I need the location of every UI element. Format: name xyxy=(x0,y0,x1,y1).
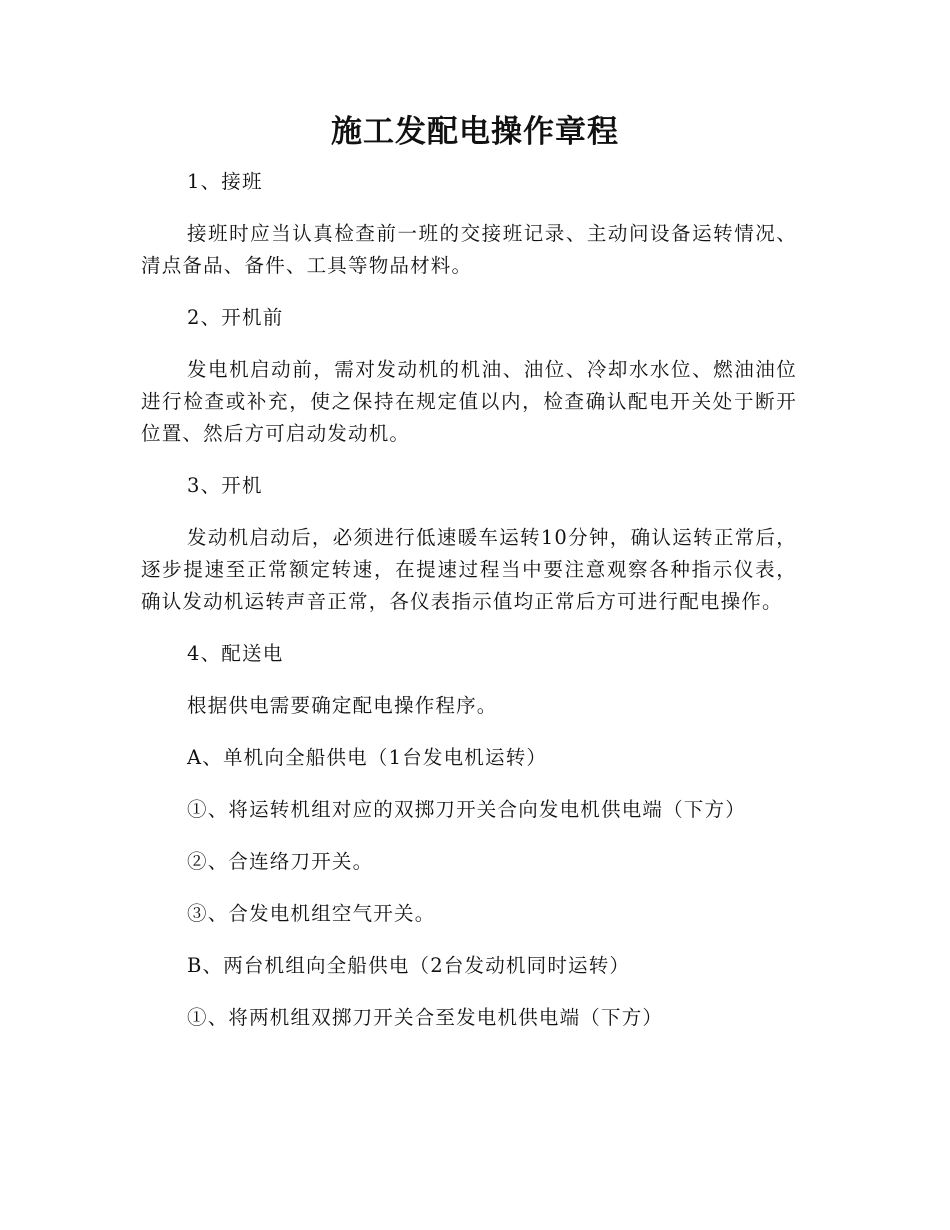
paragraph-handover: 接班时应当认真检查前一班的交接班记录、主动问设备运转情况、清点备品、备件、工具等物品材料。 xyxy=(141,222,797,277)
paragraph-start: 发动机启动后，必须进行低速暖车运转10分钟，确认运转正常后，逐步提速至正常额定转速，在提速过程当中要注意观察各种指示仪表，确认发动机运转声音正常，各仪表指示值均正常后方可进行配电操作。 xyxy=(141,526,797,613)
subsection-two-units: B、两台机组向全船供电（2台发动机同时运转） xyxy=(187,954,631,977)
document-title: 施工发配电操作章程 xyxy=(331,114,619,150)
paragraph-distribution-procedure: 根据供电需要确定配电操作程序。 xyxy=(187,694,498,717)
section-heading-power-distribution: 4、配送电 xyxy=(187,642,284,665)
section-heading-start: 3、开机 xyxy=(187,474,263,497)
document-body xyxy=(141,166,797,1034)
section-heading-handover: 1、接班 xyxy=(187,170,263,193)
paragraph-before-start: 发电机启动前，需对发动机的机油、油位、冷却水水位、燃油油位进行检查或补充，使之保持在规定值以内，检查确认配电开关处于断开位置、然后方可启动发动机。 xyxy=(141,358,797,445)
section-heading-before-start: 2、开机前 xyxy=(187,306,284,329)
list-item: ①、将运转机组对应的双掷刀开关合向发电机供电端（下方） xyxy=(187,798,746,821)
list-item: ②、合连络刀开关。 xyxy=(187,850,374,873)
list-item: ①、将两机组双掷刀开关合至发电机供电端（下方） xyxy=(187,1006,664,1029)
list-item: ③、合发电机组空气开关。 xyxy=(187,902,436,925)
subsection-single-unit: A、单机向全船供电（1台发电机运转） xyxy=(187,746,548,769)
